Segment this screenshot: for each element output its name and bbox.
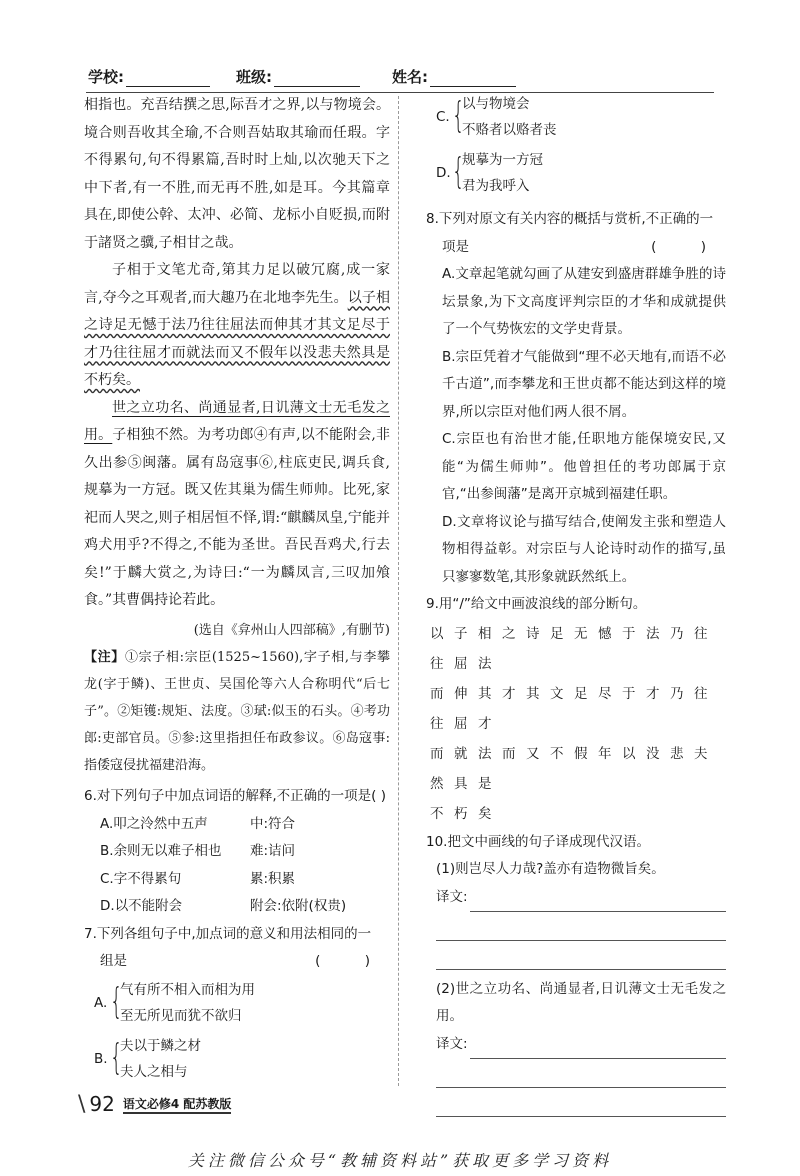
question-6 [84,783,390,921]
note-text: ①宗子相:宗臣(1525~1560),字子相,与李攀龙(字于鳞)、王世贞、吴国伦等六人合称明代“后七子”。②矩镬:规矩、法度。③珷:似玉的石头。④考功郎:吏部官员。⑤参:这里指担任布政参议。⑥岛寇事:指倭寇侵扰福建沿海。 [84,650,390,773]
q8-option-d[interactable]: D.文章将议论与描写结合,使阐发主张和塑造人物相得益彰。对宗臣与人论诗时动作的描写,虽只寥寥数笔,其形象就跃然纸上。 [442,513,726,585]
question-9 [426,591,726,829]
q6-option-b[interactable]: B.余则无以难子相也 难:诘问 [100,843,296,859]
q7-option-b[interactable]: B. { 夫以于鳞之材 夫人之相与 [94,1036,201,1080]
q9-stem: 9.用“/”给文中画波浪线的部分断句。 [426,596,647,612]
passage-paragraph-2 [84,257,390,395]
school-input-line[interactable] [126,70,210,87]
q6-option-a[interactable]: A.叩之泠然中五声 中:符合 [100,815,296,832]
student-info-header [86,66,714,88]
passage-source: (选自《弇州山人四部稿》,有删节) [193,622,390,638]
q10-2-answer-line[interactable]: 译文: [426,1031,726,1059]
page-number: 92 [89,1092,115,1116]
left-column [84,92,390,1090]
q7-stem-line-1: 7.下列各组句子中,加点词的意义和用法相同的一 [84,925,372,942]
q10-1-blank-line-2[interactable] [436,941,726,970]
name-field [392,66,516,87]
q10-stem: 10.把文中画线的句子译成现代汉语。 [426,833,650,850]
passage-p3-text: 子相独不然。为考功郎④有声,以不能附会,非久出参⑤闽藩。属有岛寇事⑥,柱底吏民,调兵食,规摹为一方冠。既又佐其巢为儒生师帅。比死,家祀而人哭之,则子相居恒不怿,谓:“麒麟凤皇,宁能并鸡犬用乎?不得之,不能为圣世。吾民吾鸡犬,行去矣!”于麟大赏之,为诗曰:“一为麟凤言,三叹加飧食。”其曹偶持论若此。 [84,427,390,608]
underlined-sentence: 世之立功名、尚通显者,日讥薄文士无毛发之用。 [84,399,390,443]
q7-option-a[interactable]: A. { 气有所不相入而相为用 至无所见而犹不欲归 [94,980,255,1024]
q7-answer-paren[interactable]: ( ) [315,953,390,969]
question-8 [426,206,726,591]
wavy-underlined-sentence: 以子相之诗足无憾于法乃往往屈法而伸其才其文足尽于才乃往往屈才而就法而又不假年以没悲夫然具是不朽矣。 [84,289,390,388]
q7-stem-line-2: 组是 ( ) [84,948,390,976]
passage-paragraph-3 [84,395,390,615]
class-label: 班级: [236,68,272,86]
q9-line-4[interactable]: 不朽矣 [430,805,502,822]
q10-1-blank-line-1[interactable] [436,912,726,941]
annotation-notes [84,644,390,779]
class-input-line[interactable] [274,70,360,87]
column-divider [398,96,399,1086]
q8-stem-line-2: 项是 ( ) [426,234,726,262]
q7-option-d[interactable]: D. { 规摹为一方冠 君为我呼入 [436,151,543,194]
note-label: 【注】 [84,650,125,665]
q8-answer-paren[interactable]: ( ) [651,238,726,255]
q6-option-c[interactable]: C.字不得累句 累:积累 [100,870,296,887]
book-title: 语文必修4 配苏教版 [123,1095,232,1114]
q9-line-2[interactable]: 而伸其才其文足尽于才乃往往屈才 [430,685,718,732]
name-input-line[interactable] [430,70,516,87]
passage-p2-text: 子相于文笔尤奇,第其力足以破冗腐,成一家言,夺今之耳观者,而大趣乃在北地李先生。 [84,262,390,306]
school-field [88,66,210,87]
q7-option-c[interactable]: C. { 以与物境会 不赂者以赂者丧 [436,95,557,138]
q8-option-a[interactable]: A.文章起笔就勾画了从建安到盛唐群雄争胜的诗坛景象,为下文高度评判宗臣的才华和成就提供了一个气势恢宏的文学史背景。 [442,266,726,337]
question-7 [84,921,390,1086]
q6-stem: 6.对下列句子中加点词语的解释,不正确的一项是( ) [84,788,386,804]
q8-option-c[interactable]: C.宗臣也有治世才能,任职地方能保境安民,又能“为儒生师帅”。他曾担任的考功郎属于京官,“出参闽藩”是离开京城到福建任职。 [442,431,726,502]
question-10 [426,829,726,1117]
passage-paragraph-1: 相指也。充吾结撰之思,际吾才之界,以与物境会。境合则吾收其全瑜,不合则吾姑取其瑜而任瑕。字不得累句,句不得累篇,吾时时上灿,以次驰天下之中下者,有一不胜,而无再不胜,如是耳。今其篇章具在,即使公幹、太冲、必简、龙标小自贬损,而附于諸贤之骥,子相甘之哉。 [84,97,390,251]
q10-2-blank-line-2[interactable] [436,1088,726,1117]
q10-1-answer-line[interactable]: 译文: [426,884,726,912]
right-column [426,92,726,1117]
q10-sentence-2: (2)世之立功名、尚通显者,日讥薄文士无毛发之用。 [436,980,726,1024]
q10-sentence-1: (1)则岂尽人力哉?盖亦有造物微旨矣。 [436,861,665,877]
q9-line-1[interactable]: 以子相之诗足无憾于法乃往往屈法 [430,625,718,672]
q10-2-blank-line-1[interactable] [436,1059,726,1088]
page-number-slash: \ [78,1091,86,1117]
school-label: 学校: [88,68,124,86]
q8-option-b[interactable]: B.宗臣凭着才气能做到“理不必天地有,而语不必千古道”,而李攀龙和王世贞都不能达到这样的境界,所以宗臣对他们两人很不屑。 [442,348,726,420]
page-footer [78,1092,231,1116]
class-field [236,66,360,87]
name-label: 姓名: [392,68,428,86]
q9-line-3[interactable]: 而就法而又不假年以没悲夫然具是 [430,745,718,792]
q8-stem-line-1: 8.下列对原文有关内容的概括与赏析,不正确的一 [426,211,714,227]
q6-option-d[interactable]: D.以不能附会 附会:依附(权贵) [100,898,347,914]
promo-banner: 关注微信公众号“教辅资料站”获取更多学习资料 [187,1151,613,1170]
